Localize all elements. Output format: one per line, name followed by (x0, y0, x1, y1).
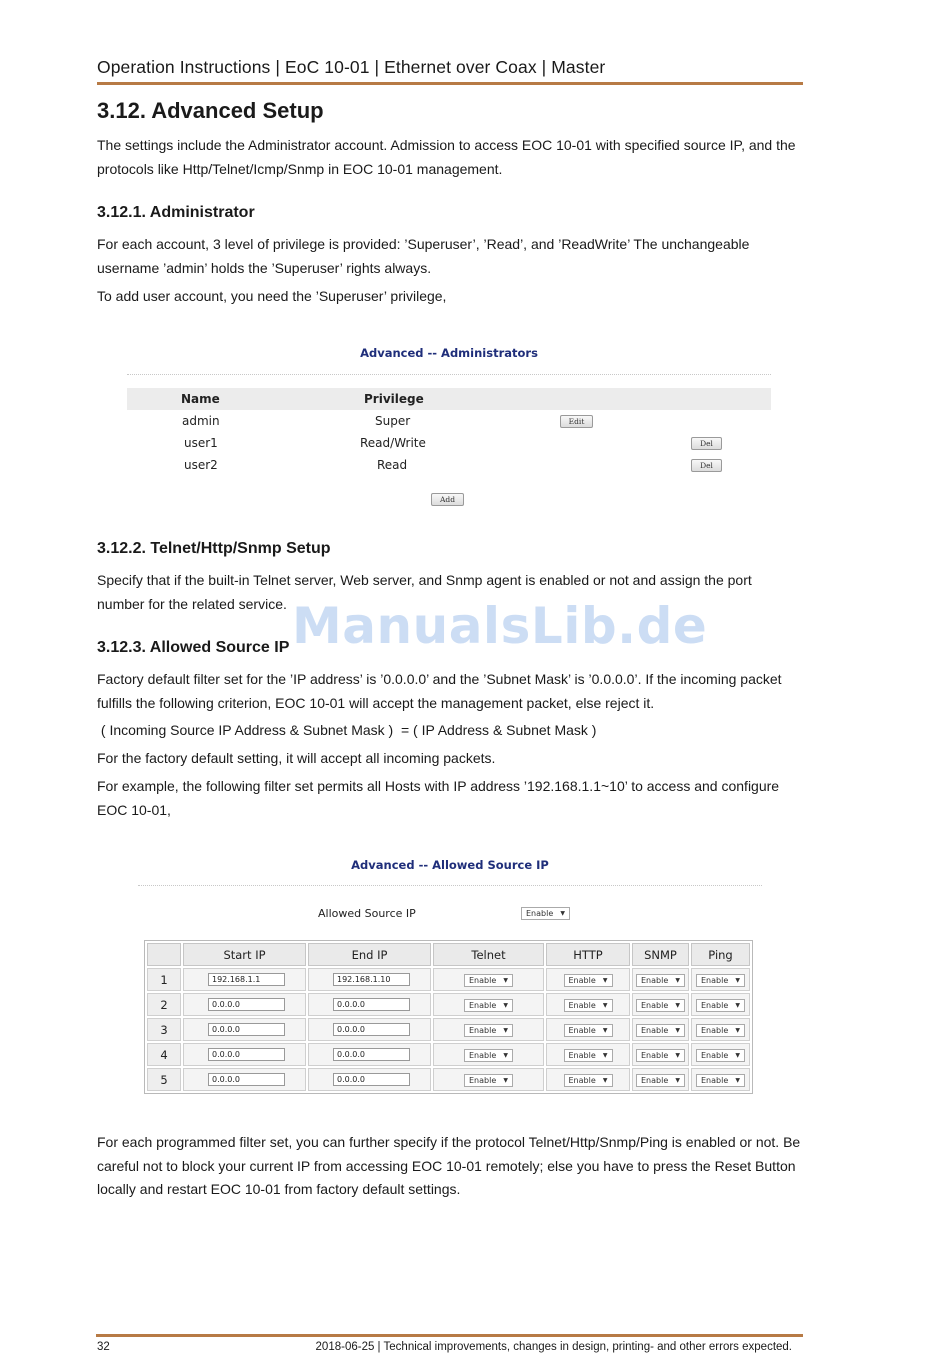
http-cell (546, 993, 630, 1016)
admin-name: user1 (184, 436, 218, 450)
start-ip-input[interactable]: 0.0.0.0 (208, 998, 285, 1011)
allowed-ip-paragraph-1: Factory default filter set for the ’IP address’ is ’0.0.0.0’ and the ’Subnet Mask’ is ’0.0.0.0’. If the incoming packet fulfills the following criterion, EOC 10-01 will accept the management packet, else reject it. (97, 671, 782, 711)
telnet-paragraph: Specify that if the built-in Telnet server, Web server, and Snmp agent is enabled or not and assign the port number for the related service. (97, 572, 752, 612)
select-value: Enable (701, 1051, 729, 1060)
telnet-select[interactable] (464, 999, 513, 1012)
allowed-source-ip-select[interactable] (521, 907, 570, 920)
chevron-down-icon: ▼ (602, 1052, 608, 1059)
chevron-down-icon: ▼ (675, 1052, 680, 1059)
section-heading: 3.12. Advanced Setup (97, 98, 324, 123)
select-value: Enable (568, 976, 596, 985)
allowed-ip-heading: 3.12.3. Allowed Source IP (97, 639, 290, 656)
admin-privilege: Read (377, 458, 408, 472)
delete-button[interactable]: Del (691, 437, 722, 450)
admin-privilege: Super (375, 414, 411, 428)
end-ip-cell (308, 993, 431, 1016)
watermark: ManualsLib.de (292, 597, 708, 655)
select-value: Enable (641, 1001, 669, 1010)
end-ip-cell (308, 968, 431, 991)
chevron-down-icon: ▼ (503, 1077, 508, 1084)
end-ip-cell (308, 1018, 431, 1041)
telnet-select[interactable] (464, 1024, 513, 1037)
select-value: Enable (469, 1051, 497, 1060)
select-value: Enable (641, 1051, 669, 1060)
end-ip-cell (308, 1043, 431, 1066)
chevron-down-icon: ▼ (602, 977, 608, 984)
start-ip-input[interactable]: 192.168.1.1 (208, 973, 285, 986)
footer-note: 2018-06-25 | Technical improvements, changes in design, printing- and other errors expected. (315, 1341, 792, 1353)
start-ip-cell (183, 1018, 306, 1041)
allowed-ip-table (144, 940, 753, 1094)
start-ip-cell (183, 1043, 306, 1066)
telnet-cell (433, 1018, 544, 1041)
page-footer (96, 1334, 803, 1358)
admin-name: user2 (184, 458, 218, 472)
select-value: Enable (568, 1026, 596, 1035)
snmp-select[interactable] (636, 999, 685, 1012)
chevron-down-icon: ▼ (602, 1027, 608, 1034)
ping-cell (691, 1068, 750, 1091)
select-value: Enable (641, 1076, 669, 1085)
row-index: 5 (147, 1068, 181, 1091)
administrators-screenshot (127, 340, 771, 515)
telnet-heading: 3.12.2. Telnet/Http/Snmp Setup (97, 540, 331, 557)
telnet-cell (433, 993, 544, 1016)
http-select[interactable] (564, 974, 613, 987)
snmp-cell (632, 1068, 689, 1091)
select-value: Enable (526, 909, 554, 918)
ping-select[interactable] (696, 1024, 745, 1037)
end-ip-input[interactable]: 0.0.0.0 (333, 1048, 410, 1061)
chevron-down-icon: ▼ (735, 1077, 740, 1084)
snmp-select[interactable] (636, 1049, 685, 1062)
ping-select[interactable] (696, 974, 745, 987)
admin-row (127, 434, 771, 454)
http-select[interactable] (564, 1049, 613, 1062)
column-end-ip: End IP (308, 943, 431, 966)
chevron-down-icon: ▼ (503, 1052, 508, 1059)
column-name: Name (181, 392, 220, 406)
start-ip-cell (183, 993, 306, 1016)
table-row (147, 968, 750, 991)
snmp-select[interactable] (636, 1074, 685, 1087)
select-value: Enable (701, 976, 729, 985)
administrators-header-row (127, 388, 771, 410)
ping-cell (691, 1018, 750, 1041)
select-value: Enable (701, 1076, 729, 1085)
chevron-down-icon: ▼ (602, 1077, 608, 1084)
row-index: 3 (147, 1018, 181, 1041)
chevron-down-icon: ▼ (675, 1002, 680, 1009)
administrators-title: Advanced -- Administrators (360, 346, 538, 360)
column-ping: Ping (691, 943, 750, 966)
table-row (147, 1068, 750, 1091)
column-http: HTTP (546, 943, 630, 966)
select-value: Enable (568, 1076, 596, 1085)
admin-row (127, 456, 771, 476)
http-select[interactable] (564, 1074, 613, 1087)
page-number: 32 (97, 1341, 110, 1353)
edit-button[interactable]: Edit (560, 415, 593, 428)
snmp-select[interactable] (636, 974, 685, 987)
chevron-down-icon: ▼ (675, 977, 680, 984)
header-title: Operation Instructions | EoC 10-01 | Ethernet over Coax | Master (97, 57, 606, 77)
allowed-ip-formula: ( Incoming Source IP Address & Subnet Mask ) = ( IP Address & Subnet Mask ) (97, 722, 597, 738)
chevron-down-icon: ▼ (675, 1077, 680, 1084)
chevron-down-icon: ▼ (735, 1027, 740, 1034)
start-ip-input[interactable]: 0.0.0.0 (208, 1073, 285, 1086)
ping-cell (691, 968, 750, 991)
select-value: Enable (469, 1001, 497, 1010)
footer-rule (96, 1334, 803, 1337)
telnet-select[interactable] (464, 1049, 513, 1062)
start-ip-cell (183, 1068, 306, 1091)
start-ip-input[interactable]: 0.0.0.0 (208, 1048, 285, 1061)
start-ip-input[interactable]: 0.0.0.0 (208, 1023, 285, 1036)
divider (127, 374, 771, 375)
ping-cell (691, 993, 750, 1016)
http-cell (546, 968, 630, 991)
ping-select[interactable] (696, 1074, 745, 1087)
select-value: Enable (469, 976, 497, 985)
allowed-source-ip-screenshot (138, 852, 762, 1097)
column-snmp: SNMP (632, 943, 689, 966)
administrator-paragraph-2: To add user account, you need the ’Superuser’ privilege, (97, 288, 447, 304)
select-value: Enable (469, 1076, 497, 1085)
end-ip-input[interactable]: 0.0.0.0 (333, 1023, 410, 1036)
column-telnet: Telnet (433, 943, 544, 966)
telnet-select[interactable] (464, 974, 513, 987)
http-cell (546, 1068, 630, 1091)
http-select[interactable] (564, 999, 613, 1012)
allowed-ip-paragraph-4: For example, the following filter set permits all Hosts with IP address ’192.168.1.1~10’ to access and configure EOC 10-01, (97, 778, 780, 818)
snmp-cell (632, 1043, 689, 1066)
select-value: Enable (568, 1051, 596, 1060)
chevron-down-icon: ▼ (735, 977, 740, 984)
snmp-cell (632, 968, 689, 991)
chevron-down-icon: ▼ (503, 977, 508, 984)
row-index: 1 (147, 968, 181, 991)
chevron-down-icon: ▼ (503, 1027, 508, 1034)
snmp-select[interactable] (636, 1024, 685, 1037)
delete-button[interactable]: Del (691, 459, 722, 472)
closing-paragraph: For each programmed filter set, you can further specify if the protocol Telnet/Http/Snmp/Ping is enabled or not. Be careful not to block your current IP from accessing EOC 10-01 remotely; else you have to press the Reset Button locally and restart EOC 10-01 from factory default settings. (97, 1134, 801, 1197)
telnet-cell (433, 1068, 544, 1091)
chevron-down-icon: ▼ (503, 1002, 508, 1009)
http-select[interactable] (564, 1024, 613, 1037)
allowed-ip-title: Advanced -- Allowed Source IP (351, 858, 549, 872)
ping-cell (691, 1043, 750, 1066)
column-privilege: Privilege (364, 392, 424, 406)
telnet-cell (433, 968, 544, 991)
ping-select[interactable] (696, 1049, 745, 1062)
snmp-cell (632, 993, 689, 1016)
table-row (147, 993, 750, 1016)
end-ip-input[interactable]: 192.168.1.10 (333, 973, 410, 986)
admin-name: admin (182, 414, 220, 428)
chevron-down-icon: ▼ (735, 1052, 740, 1059)
row-index: 2 (147, 993, 181, 1016)
chevron-down-icon: ▼ (602, 1002, 608, 1009)
administrator-paragraph-1: For each account, 3 level of privilege is provided: ’Superuser’, ’Read’, and ’ReadWrite’ The unchangeable username ’admin’ holds the ’Superuser’ rights always. (97, 236, 750, 276)
chevron-down-icon: ▼ (735, 1002, 740, 1009)
row-index: 4 (147, 1043, 181, 1066)
divider (138, 885, 762, 886)
column-index (147, 943, 181, 966)
select-value: Enable (641, 1026, 669, 1035)
add-button[interactable]: Add (431, 493, 464, 506)
allowed-ip-paragraph-3: For the factory default setting, it will accept all incoming packets. (97, 750, 496, 766)
http-cell (546, 1043, 630, 1066)
table-row (147, 1018, 750, 1041)
end-ip-input[interactable]: 0.0.0.0 (333, 1073, 410, 1086)
column-start-ip: Start IP (183, 943, 306, 966)
select-value: Enable (568, 1001, 596, 1010)
telnet-cell (433, 1043, 544, 1066)
allowed-source-ip-label: Allowed Source IP (318, 907, 416, 920)
select-value: Enable (469, 1026, 497, 1035)
http-cell (546, 1018, 630, 1041)
administrator-heading: 3.12.1. Administrator (97, 204, 255, 221)
page-header (97, 57, 803, 78)
telnet-select[interactable] (464, 1074, 513, 1087)
section-intro: The settings include the Administrator account. Admission to access EOC 10-01 with specified source IP, and the protocols like Http/Telnet/Icmp/Snmp in EOC 10-01 management. (97, 137, 796, 177)
select-value: Enable (701, 1026, 729, 1035)
ping-select[interactable] (696, 999, 745, 1012)
header-rule (97, 82, 803, 85)
table-row (147, 1043, 750, 1066)
chevron-down-icon: ▼ (560, 910, 565, 917)
select-value: Enable (641, 976, 669, 985)
end-ip-cell (308, 1068, 431, 1091)
start-ip-cell (183, 968, 306, 991)
admin-row (127, 412, 771, 432)
chevron-down-icon: ▼ (675, 1027, 680, 1034)
snmp-cell (632, 1018, 689, 1041)
select-value: Enable (701, 1001, 729, 1010)
admin-privilege: Read/Write (360, 436, 426, 450)
end-ip-input[interactable]: 0.0.0.0 (333, 998, 410, 1011)
